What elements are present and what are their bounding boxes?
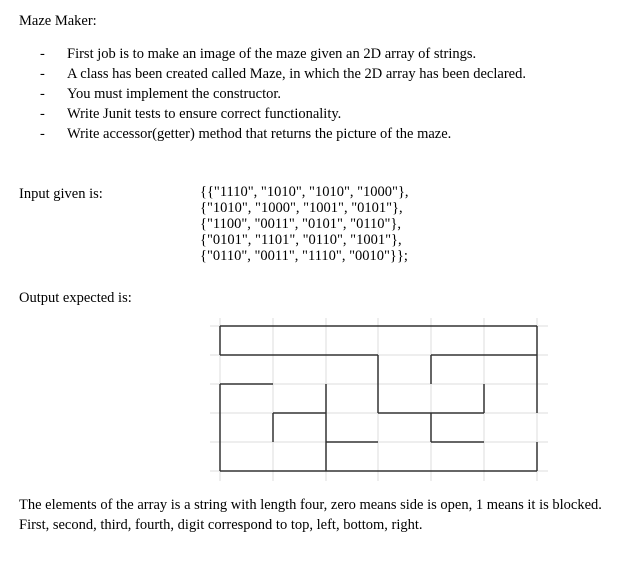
list-item: - A class has been created called Maze, in which the 2D array has been declared.: [40, 66, 526, 82]
bullet-text: You must implement the constructor.: [67, 86, 282, 102]
list-item: - First job is to make an image of the maze given an 2D array of strings.: [40, 46, 477, 62]
code-line: {{"1110", "1010", "1010", "1000"},: [200, 184, 409, 200]
output-label: Output expected is:: [19, 290, 132, 306]
input-label: Input given is:: [19, 186, 103, 202]
bullet-text: A class has been created called Maze, in which the 2D array has been declared.: [67, 66, 526, 82]
title: Maze Maker:: [19, 13, 97, 29]
list-item: - You must implement the constructor.: [40, 86, 282, 102]
list-item: - Write Junit tests to ensure correct functionality.: [40, 106, 342, 122]
code-line: {"1010", "1000", "1001", "0101"},: [200, 200, 403, 216]
bullet-text: Write accessor(getter) method that returns the picture of the maze.: [67, 126, 452, 142]
explanation: The elements of the array is a string with length four, zero means side is open, 1 means it is blocked. First, second, third, fourth, digit correspond to top, left, bottom, right.: [19, 497, 602, 533]
code-line: {"0101", "1101", "0110", "1001"},: [200, 232, 402, 248]
code-line: {"1100", "0011", "0101", "0110"},: [200, 216, 402, 232]
bullet-text: First job is to make an image of the maze given an 2D array of strings.: [67, 46, 477, 62]
list-item: - Write accessor(getter) method that returns the picture of the maze.: [40, 126, 452, 142]
bullet-text: Write Junit tests to ensure correct functionality.: [67, 106, 342, 122]
code-line: {"0110", "0011", "1110", "0010"}};: [200, 248, 408, 264]
